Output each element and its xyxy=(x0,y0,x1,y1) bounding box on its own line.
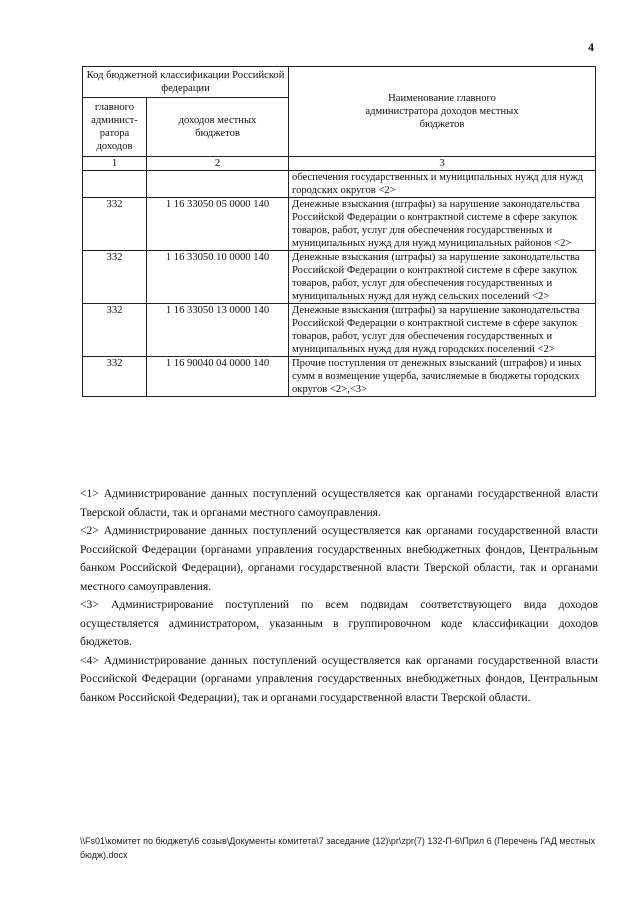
table-row xyxy=(83,171,596,198)
header-admin-text: главного админист-ратора доходов xyxy=(91,102,138,152)
admin-code-cell: 332 xyxy=(83,304,147,357)
admin-code-cell xyxy=(83,171,147,198)
table-header-row xyxy=(83,67,596,98)
admin-code-cell: 332 xyxy=(83,198,147,251)
income-code-cell: 1 16 33050 10 0000 140 xyxy=(147,251,289,304)
income-name-cell: Денежные взыскания (штрафы) за нарушение законодательства Российской Федерации о контрактной системе в сфере закупок товаров, работ, услуг для обеспечения государственных и муниципальных нужд для нужд муниципальных районов <2> xyxy=(289,198,596,251)
income-name-cell: Прочие поступления от денежных взысканий (штрафов) и иных сумм в возмещение ущерба, зачисляемые в бюджеты городских округов <2>,<3> xyxy=(289,357,596,397)
header-income-cell xyxy=(147,98,289,157)
footnote-2: <2> Администрирование данных поступлений осуществляется как органами государственной власти Российской Федерации (органами управления государственных внебюджетных фондов, Центральным банком Российской Федерации), органами государственной власти Тверской области, так и органами местного самоуправления. xyxy=(80,524,598,593)
header-name-cell xyxy=(289,67,596,157)
income-name-cell: Денежные взыскания (штрафы) за нарушение законодательства Российской Федерации о контрактной системе в сфере закупок товаров, работ, услуг для обеспечения государственных и муниципальных нужд для нужд сельских поселений <2> xyxy=(289,251,596,304)
footnote-4: <4> Администрирование данных поступлений осуществляется как органами государственной власти Российской Федерации (органами управления государственных внебюджетных фондов, Центральным банком Российской Федерации), так и органами государственной власти Тверской области. xyxy=(80,653,598,704)
income-code-cell: 1 16 90040 04 0000 140 xyxy=(147,357,289,397)
header-income-text: доходов местных бюджетов xyxy=(178,115,257,139)
table-row xyxy=(83,251,596,304)
admin-code-cell: 332 xyxy=(83,357,147,397)
file-path-footer: \\Fs01\комитет по бюджету\6 созыв\Документы комитета\7 заседание (12)\pr\zpr(7) 132-П-6\Прил 6 (Перечень ГАД местных бюдж).docx xyxy=(80,836,596,860)
table-row xyxy=(83,357,596,397)
header-admin-cell xyxy=(83,98,147,157)
page-number: 4 xyxy=(588,40,594,54)
column-number-row xyxy=(83,157,596,171)
header-group-cell: Код бюджетной классификации Российской федерации xyxy=(83,67,289,98)
admin-code-cell: 332 xyxy=(83,251,147,304)
footnote-3: <3> Администрирование поступлений по всем подвидам соответствующего вида доходов осуществляется администратором, указанным в группировочном коде классификации доходов бюджетов. xyxy=(80,598,598,648)
footnotes xyxy=(80,485,598,707)
col-number-3: 3 xyxy=(289,157,596,171)
budget-classification-table xyxy=(82,66,596,397)
footnote-1: <1> Администрирование данных поступлений осуществляется как органами государственной власти Тверской области, так и органами местного самоуправления. xyxy=(80,487,598,519)
income-code-cell xyxy=(147,171,289,198)
col-number-2: 2 xyxy=(147,157,289,171)
col-number-1: 1 xyxy=(83,157,147,171)
table-row xyxy=(83,304,596,357)
table-row xyxy=(83,198,596,251)
income-code-cell: 1 16 33050 13 0000 140 xyxy=(147,304,289,357)
income-code-cell: 1 16 33050 05 0000 140 xyxy=(147,198,289,251)
income-name-cell: Денежные взыскания (штрафы) за нарушение законодательства Российской Федерации о контрактной системе в сфере закупок товаров, работ, услуг для обеспечения государственных и муниципальных нужд для нужд городских поселений <2> xyxy=(289,304,596,357)
income-name-cell: обеспечения государственных и муниципальных нужд для нужд городских округов <2> xyxy=(289,171,596,198)
header-name-text: Наименование главного администратора доходов местных бюджетов xyxy=(365,93,519,130)
